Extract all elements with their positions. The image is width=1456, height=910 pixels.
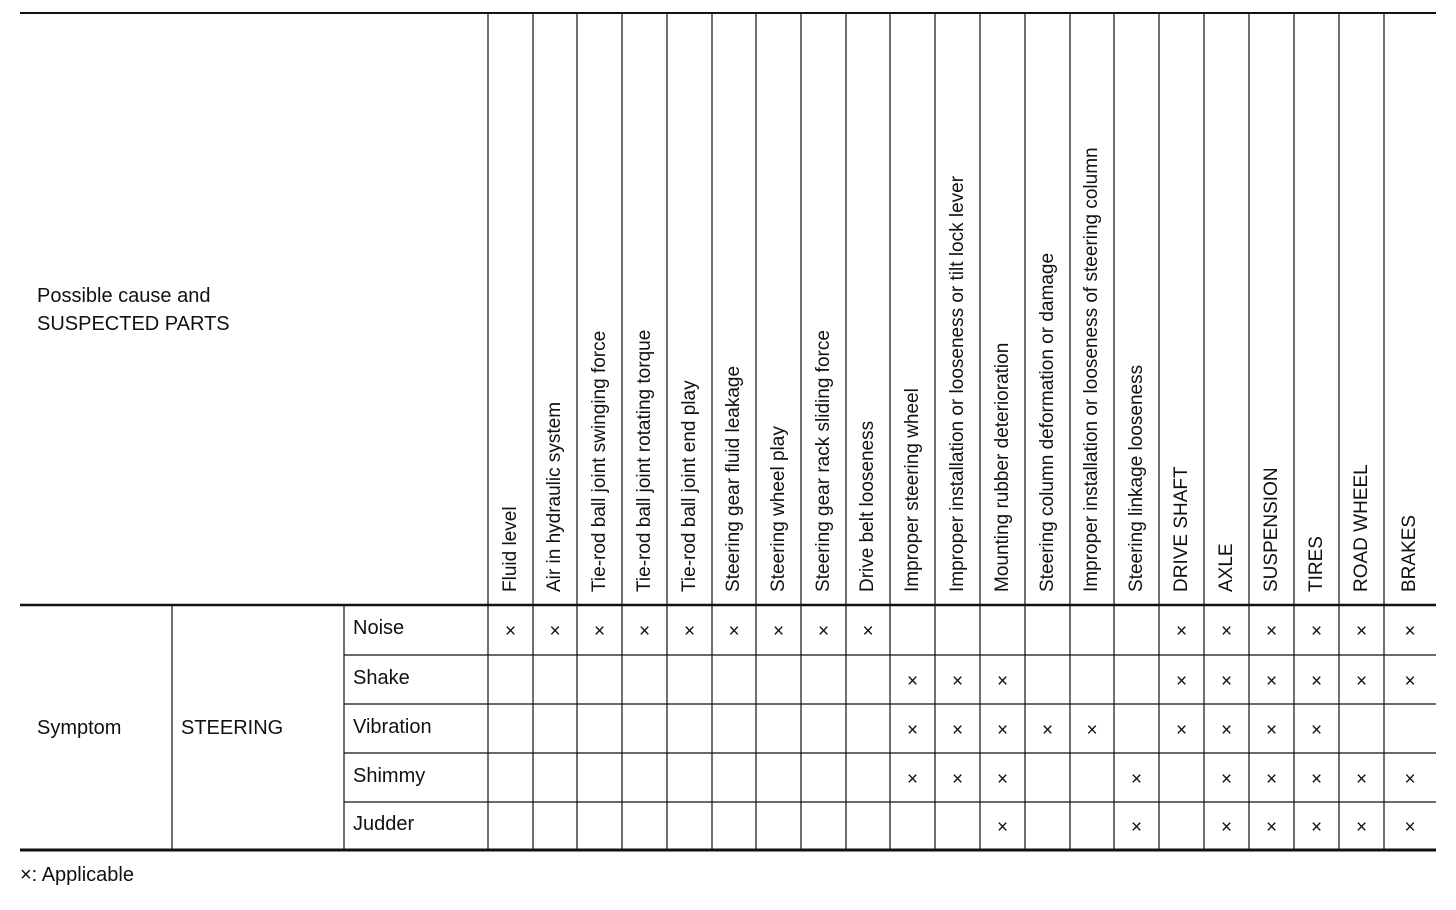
applicable-mark: ×: [1310, 670, 1323, 692]
column-header: Tie-rod ball joint swinging force: [588, 330, 610, 592]
column-header: Improper installation or looseness of steering column: [1081, 147, 1102, 592]
column-header: DRIVE SHAFT: [1170, 466, 1192, 592]
column-header: Improper steering wheel: [901, 388, 923, 592]
applicable-mark: ×: [1265, 670, 1278, 692]
applicable-mark: ×: [1404, 670, 1416, 692]
applicable-mark: ×: [1220, 719, 1233, 741]
applicable-mark: ×: [1265, 768, 1278, 790]
applicable-mark: ×: [1130, 768, 1143, 790]
applicable-mark: ×: [1404, 621, 1416, 642]
column-header: Steering linkage looseness: [1125, 364, 1147, 592]
applicable-mark: ×: [996, 670, 1009, 692]
applicable-mark: ×: [906, 719, 919, 741]
category-steering: STEERING: [181, 717, 284, 739]
applicable-mark: ×: [1404, 817, 1416, 838]
applicable-mark: ×: [1220, 670, 1233, 692]
applicable-mark: ×: [1355, 768, 1368, 790]
column-header: Tie-rod ball joint rotating torque: [633, 329, 655, 592]
column-header: AXLE: [1215, 543, 1237, 592]
applicable-mark: ×: [996, 817, 1009, 838]
applicable-mark: ×: [1220, 817, 1233, 838]
applicable-mark: ×: [1265, 719, 1278, 741]
column-header: Improper installation or looseness or tilt lock lever: [946, 175, 968, 592]
column-header: SUSPENSION: [1260, 467, 1282, 592]
column-header: Air in hydraulic system: [544, 401, 565, 592]
row-label: Shake: [353, 666, 410, 689]
applicable-mark: ×: [951, 670, 964, 692]
row-label: Judder: [353, 813, 415, 835]
applicable-mark: ×: [1220, 621, 1233, 642]
applicable-mark: ×: [638, 621, 651, 642]
applicable-mark: ×: [593, 621, 606, 642]
column-header: ROAD WHEEL: [1350, 464, 1372, 592]
applicable-mark: ×: [1355, 670, 1368, 692]
applicable-mark: ×: [1041, 719, 1054, 741]
legend: ×: Applicable: [20, 864, 134, 886]
applicable-mark: ×: [906, 768, 919, 790]
applicable-mark: ×: [1086, 719, 1098, 741]
applicable-mark: ×: [1175, 670, 1188, 692]
column-header: Drive belt looseness: [857, 420, 878, 592]
row-label: Vibration: [353, 715, 432, 738]
header-line-2: SUSPECTED PARTS: [37, 313, 230, 335]
header-line-1: Possible cause and: [37, 285, 211, 307]
column-header: Fluid level: [499, 506, 521, 592]
column-header: Steering gear fluid leakage: [723, 365, 744, 592]
column-header: Mounting rubber deterioration: [991, 342, 1013, 592]
applicable-mark: ×: [1265, 621, 1278, 642]
applicable-mark: ×: [1310, 719, 1323, 741]
applicable-mark: ×: [504, 621, 517, 642]
applicable-mark: ×: [1175, 621, 1188, 642]
applicable-mark: ×: [906, 670, 919, 692]
applicable-mark: ×: [1130, 817, 1143, 838]
applicable-mark: ×: [1175, 719, 1188, 741]
column-header: Steering gear rack sliding force: [812, 330, 834, 592]
applicable-mark: ×: [549, 621, 561, 642]
applicable-mark: ×: [862, 621, 874, 642]
applicable-mark: ×: [772, 621, 785, 642]
applicable-mark: ×: [951, 719, 964, 741]
column-header: Steering wheel play: [767, 426, 789, 592]
column-header: Steering column deformation or damage: [1036, 252, 1058, 592]
applicable-mark: ×: [996, 768, 1009, 790]
applicable-mark: ×: [996, 719, 1009, 741]
column-header: TIRES: [1305, 536, 1327, 592]
column-header: Tie-rod ball joint end play: [678, 380, 700, 592]
applicable-mark: ×: [1265, 817, 1278, 838]
applicable-mark: ×: [683, 621, 696, 642]
applicable-mark: ×: [817, 621, 830, 642]
applicable-mark: ×: [1310, 621, 1323, 642]
symptom-label: Symptom: [37, 717, 122, 739]
row-label: Noise: [353, 617, 405, 639]
applicable-mark: ×: [1220, 768, 1233, 790]
applicable-mark: ×: [1310, 768, 1323, 790]
applicable-mark: ×: [1310, 817, 1323, 838]
applicable-mark: ×: [1355, 621, 1368, 642]
row-label: Shimmy: [353, 764, 426, 787]
column-header: BRAKES: [1399, 514, 1420, 592]
applicable-mark: ×: [951, 768, 964, 790]
applicable-mark: ×: [1355, 817, 1368, 838]
applicable-mark: ×: [728, 621, 740, 642]
applicable-mark: ×: [1404, 768, 1416, 790]
